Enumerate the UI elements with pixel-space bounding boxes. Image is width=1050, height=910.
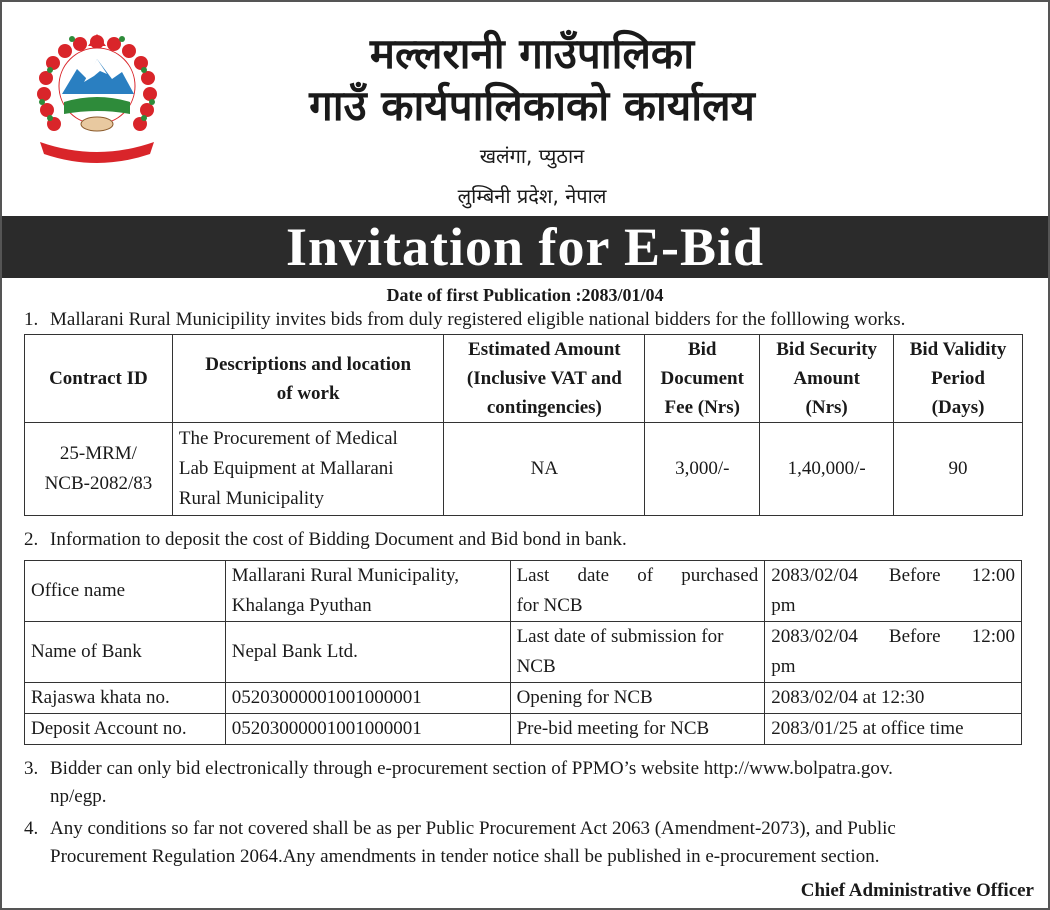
header <box>2 2 1048 216</box>
bid-table <box>24 334 1023 516</box>
office-title-line1: मल्लरानी गाउँपालिका <box>369 29 695 78</box>
validity-cell: 90 <box>894 423 1023 516</box>
deposit-account-value: 05203000001001000001 <box>225 714 510 745</box>
item-text-line1: Bidder can only bid electronically through e-procurement section of PPMO’s website http://www.bolpatra.gov. <box>50 758 893 779</box>
description-cell: The Procurement of Medical Lab Equipment at Mallarani Rural Municipality <box>172 423 444 516</box>
table-row <box>25 622 1022 683</box>
document-fee-cell: 3,000/- <box>645 423 760 516</box>
item-number: 1. <box>24 309 39 330</box>
header-document-fee: Bid Document Fee (Nrs) <box>645 335 760 423</box>
item-number: 3. <box>24 758 39 779</box>
rajaswa-value: 05203000001001000001 <box>225 683 510 714</box>
address-line1: खलंगा, प्युठान <box>479 144 585 168</box>
item-text: Information to deposit the cost of Bidding Document and Bid bond in bank. <box>50 529 627 550</box>
item-text-line2: np/egp. <box>50 786 107 807</box>
estimated-amount-cell: NA <box>444 423 645 516</box>
purchase-date-value: 2083/02/04 Before 12:00 pm <box>765 561 1022 622</box>
deposit-account-label: Deposit Account no. <box>25 714 226 745</box>
opening-label: Opening for NCB <box>510 683 765 714</box>
rajaswa-label: Rajaswa khata no. <box>25 683 226 714</box>
contract-id-cell: 25-MRM/ NCB-2082/83 <box>25 423 173 516</box>
item-number: 4. <box>24 818 39 839</box>
opening-value: 2083/02/04 at 12:30 <box>765 683 1022 714</box>
item-4 <box>2 815 1048 871</box>
item-text: Mallarani Rural Municipility invites bids from duly registered eligible national bidders for the folllowing works. <box>50 309 906 330</box>
office-name-label: Office name <box>25 561 226 622</box>
bank-name-label: Name of Bank <box>25 622 226 683</box>
item-2 <box>2 526 1048 554</box>
publication-date: Date of first Publication :2083/01/04 <box>386 285 664 305</box>
header-validity: Bid Validity Period (Days) <box>894 335 1023 423</box>
purchase-date-label: Last date of purchased for NCB <box>510 561 765 622</box>
bid-security-cell: 1,40,000/- <box>760 423 894 516</box>
office-title-line2: गाउँ कार्यपालिकाको कार्यालय <box>309 81 755 130</box>
item-1 <box>2 306 1048 334</box>
item-3 <box>2 755 1048 811</box>
notice-banner: Invitation for E-Bid <box>2 216 1048 278</box>
table-row <box>25 683 1022 714</box>
signature: Chief Administrative Officer <box>800 880 1034 901</box>
item-text-line1: Any conditions so far not covered shall be as per Public Procurement Act 2063 (Amendment-2073), and Public <box>50 818 896 839</box>
bank-table <box>24 560 1022 745</box>
submission-date-value: 2083/02/04 Before 12:00 pm <box>765 622 1022 683</box>
office-name-value: Mallarani Rural Municipality, Khalanga Pyuthan <box>225 561 510 622</box>
table-row <box>25 561 1022 622</box>
header-estimated-amount: Estimated Amount (Inclusive VAT and contingencies) <box>444 335 645 423</box>
prebid-label: Pre-bid meeting for NCB <box>510 714 765 745</box>
submission-date-label: Last date of submission for NCB <box>510 622 765 683</box>
header-description: Descriptions and location of work <box>172 335 444 423</box>
table-row <box>25 714 1022 745</box>
header-contract-id: Contract ID <box>25 335 173 423</box>
item-text-line2: Procurement Regulation 2064.Any amendments in tender notice shall be published in e-procurement section. <box>50 846 880 867</box>
nepal-emblem-icon <box>22 24 172 164</box>
bank-name-value: Nepal Bank Ltd. <box>225 622 510 683</box>
address-line2: लुम्बिनी प्रदेश, नेपाल <box>457 184 607 208</box>
table-row <box>25 423 1023 516</box>
bid-table-header <box>25 335 1023 423</box>
prebid-value: 2083/01/25 at office time <box>765 714 1022 745</box>
header-bid-security: Bid Security Amount (Nrs) <box>760 335 894 423</box>
item-number: 2. <box>24 529 39 550</box>
